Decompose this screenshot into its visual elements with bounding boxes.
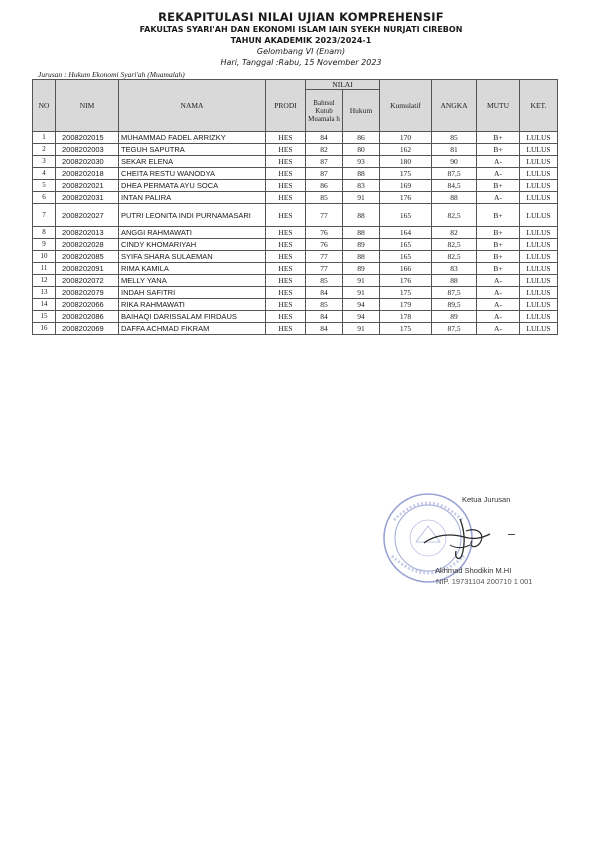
cell-prodi: HES [266,263,306,275]
cell-no: 16 [33,323,56,335]
col-header-hukum: Hukum [343,90,380,132]
table-row [33,168,558,180]
cell-ket: LULUS [520,192,558,204]
cell-kumulatif: 175 [380,168,432,180]
cell-nama: RIMA KAMILA [119,263,266,275]
cell-nama: ANGGI RAHMAWATI [119,227,266,239]
signatory-nip: NIP. 19731104 200710 1 001 [436,577,533,586]
cell-hukum: 91 [343,192,380,204]
cell-ket: LULUS [520,263,558,275]
handwritten-signature [420,515,510,563]
table-row [33,323,558,335]
cell-nim: 2008202003 [56,144,119,156]
cell-hukum: 88 [343,251,380,263]
cell-kumulatif: 176 [380,192,432,204]
cell-mutu: B+ [477,180,520,192]
cell-prodi: HES [266,204,306,227]
cell-mutu: A- [477,311,520,323]
cell-kumulatif: 176 [380,275,432,287]
academic-year-line: TAHUN AKADEMIK 2023/2024-1 [230,36,372,45]
col-header-nilai: NILAI [306,80,380,90]
cell-angka: 89,5 [432,299,477,311]
cell-kumulatif: 165 [380,204,432,227]
col-header-nama: NAMA [119,80,266,132]
cell-nama: MELLY YANA [119,275,266,287]
cell-hukum: 89 [343,239,380,251]
cell-prodi: HES [266,168,306,180]
table-row [33,180,558,192]
cell-ket: LULUS [520,275,558,287]
cell-mutu: A- [477,299,520,311]
table-row [33,227,558,239]
cell-no: 5 [33,180,56,192]
cell-ket: LULUS [520,204,558,227]
cell-hukum: 91 [343,287,380,299]
cell-angka: 81 [432,144,477,156]
cell-angka: 84,5 [432,180,477,192]
grades-table [32,79,558,335]
cell-nama: SYIFA SHARA SULAEMAN [119,251,266,263]
cell-mutu: B+ [477,132,520,144]
cell-nim: 2008202031 [56,192,119,204]
cell-no: 12 [33,275,56,287]
cell-prodi: HES [266,299,306,311]
table-row [33,251,558,263]
cell-prodi: HES [266,156,306,168]
cell-kumulatif: 175 [380,287,432,299]
cell-prodi: HES [266,251,306,263]
cell-bahtsul: 82 [306,144,343,156]
cell-nama: DHEA PERMATA AYU SOCA [119,180,266,192]
cell-kumulatif: 162 [380,144,432,156]
cell-mutu: B+ [477,251,520,263]
cell-mutu: A- [477,275,520,287]
cell-mutu: A- [477,323,520,335]
cell-ket: LULUS [520,227,558,239]
cell-nama: MUHAMMAD FADEL ARRIZKY [119,132,266,144]
cell-nama: RIKA RAHMAWATI [119,299,266,311]
col-header-no: NO [33,80,56,132]
col-header-mutu: MUTU [477,80,520,132]
cell-no: 10 [33,251,56,263]
department-line: Jurusan : Hukum Ekonomi Syari'ah (Muamalah) [38,70,185,79]
cell-kumulatif: 179 [380,299,432,311]
cell-nim: 2008202066 [56,299,119,311]
cell-ket: LULUS [520,311,558,323]
cell-ket: LULUS [520,156,558,168]
cell-ket: LULUS [520,168,558,180]
cell-nim: 2008202091 [56,263,119,275]
table-row [33,192,558,204]
cell-mutu: B+ [477,204,520,227]
cell-bahtsul: 77 [306,251,343,263]
cell-nama: BAIHAQI DARISSALAM FIRDAUS [119,311,266,323]
cell-hukum: 83 [343,180,380,192]
col-header-angka: ANGKA [432,80,477,132]
cell-hukum: 88 [343,204,380,227]
cell-nama: INDAH SAFITRI [119,287,266,299]
cell-bahtsul: 84 [306,287,343,299]
cell-no: 13 [33,287,56,299]
cell-nim: 2008202021 [56,180,119,192]
cell-angka: 82,5 [432,239,477,251]
cell-hukum: 86 [343,132,380,144]
cell-kumulatif: 166 [380,263,432,275]
cell-angka: 87,5 [432,323,477,335]
cell-no: 1 [33,132,56,144]
cell-bahtsul: 87 [306,156,343,168]
cell-ket: LULUS [520,144,558,156]
cell-nama: TEGUH SAPUTRA [119,144,266,156]
table-row [33,156,558,168]
cell-bahtsul: 85 [306,299,343,311]
cell-ket: LULUS [520,180,558,192]
table-row [33,275,558,287]
cell-nama: CHEITA RESTU WANODYA [119,168,266,180]
cell-bahtsul: 77 [306,263,343,275]
signature-dash [508,534,515,535]
cell-kumulatif: 178 [380,311,432,323]
cell-bahtsul: 77 [306,204,343,227]
cell-nama: INTAN PALIRA [119,192,266,204]
cell-bahtsul: 87 [306,168,343,180]
table-row [33,132,558,144]
table-row [33,239,558,251]
cell-mutu: B+ [477,239,520,251]
cell-ket: LULUS [520,299,558,311]
table-row [33,311,558,323]
document-title: REKAPITULASI NILAI UJIAN KOMPREHENSIF [158,10,444,24]
cell-nim: 2008202085 [56,251,119,263]
signatory-name: Akhmad Shodikin M.HI [435,566,512,575]
grades-body [33,132,558,335]
table-row [33,204,558,227]
cell-kumulatif: 165 [380,251,432,263]
cell-bahtsul: 76 [306,227,343,239]
col-header-prodi: PRODI [266,80,306,132]
cell-hukum: 88 [343,227,380,239]
cell-no: 6 [33,192,56,204]
cell-hukum: 91 [343,275,380,287]
cell-no: 4 [33,168,56,180]
cell-mutu: B+ [477,263,520,275]
cell-prodi: HES [266,144,306,156]
cell-angka: 90 [432,156,477,168]
cell-prodi: HES [266,275,306,287]
cell-angka: 82,5 [432,251,477,263]
date-line: Hari, Tanggal :Rabu, 15 November 2023 [220,58,382,67]
cell-hukum: 80 [343,144,380,156]
cell-nim: 2008202018 [56,168,119,180]
cell-angka: 85 [432,132,477,144]
cell-angka: 88 [432,275,477,287]
cell-angka: 87,5 [432,168,477,180]
col-header-bahtsul: Bahtsul Kutub Muamala h [306,90,343,132]
cell-no: 14 [33,299,56,311]
cell-hukum: 94 [343,311,380,323]
cell-bahtsul: 84 [306,311,343,323]
cell-nim: 2008202015 [56,132,119,144]
cell-no: 15 [33,311,56,323]
col-header-ket: KET. [520,80,558,132]
cell-bahtsul: 84 [306,323,343,335]
cell-no: 2 [33,144,56,156]
cell-angka: 83 [432,263,477,275]
cell-nama: PUTRI LEONITA INDI PURNAMASARI [119,204,266,227]
wave-line: Gelombang VI (Enam) [256,47,346,56]
cell-prodi: HES [266,311,306,323]
cell-nim: 2008202013 [56,227,119,239]
cell-mutu: B+ [477,144,520,156]
cell-hukum: 91 [343,323,380,335]
col-header-kumulatif: Kumulatif [380,80,432,132]
cell-nim: 2008202072 [56,275,119,287]
cell-prodi: HES [266,180,306,192]
cell-bahtsul: 84 [306,132,343,144]
cell-prodi: HES [266,323,306,335]
cell-kumulatif: 175 [380,323,432,335]
cell-mutu: A- [477,168,520,180]
cell-prodi: HES [266,287,306,299]
cell-ket: LULUS [520,287,558,299]
cell-angka: 82 [432,227,477,239]
cell-mutu: A- [477,156,520,168]
col-header-nim: NIM [56,80,119,132]
cell-hukum: 93 [343,156,380,168]
cell-no: 9 [33,239,56,251]
cell-nim: 2008202079 [56,287,119,299]
cell-nim: 2008202086 [56,311,119,323]
cell-nama: SEKAR ELENA [119,156,266,168]
cell-no: 8 [33,227,56,239]
cell-nim: 2008202027 [56,204,119,227]
cell-nama: DAFFA ACHMAD FIKRAM [119,323,266,335]
cell-bahtsul: 76 [306,239,343,251]
cell-no: 3 [33,156,56,168]
cell-no: 7 [33,204,56,227]
cell-angka: 89 [432,311,477,323]
cell-mutu: A- [477,192,520,204]
cell-angka: 87,5 [432,287,477,299]
table-row [33,287,558,299]
faculty-line: FAKULTAS SYARI'AH DAN EKONOMI ISLAM IAIN SYEKH NURJATI CIREBON [139,25,463,34]
cell-nim: 2008202030 [56,156,119,168]
cell-angka: 88 [432,192,477,204]
cell-nim: 2008202028 [56,239,119,251]
cell-bahtsul: 86 [306,180,343,192]
table-row [33,299,558,311]
cell-prodi: HES [266,227,306,239]
cell-kumulatif: 169 [380,180,432,192]
cell-mutu: B+ [477,227,520,239]
cell-nim: 2008202069 [56,323,119,335]
cell-ket: LULUS [520,323,558,335]
signatory-role: Ketua Jurusan [462,495,511,504]
cell-ket: LULUS [520,239,558,251]
cell-prodi: HES [266,192,306,204]
cell-hukum: 89 [343,263,380,275]
table-row [33,263,558,275]
cell-bahtsul: 85 [306,192,343,204]
cell-angka: 82,5 [432,204,477,227]
table-row [33,144,558,156]
cell-prodi: HES [266,132,306,144]
cell-bahtsul: 85 [306,275,343,287]
cell-nama: CINDY KHOMARIYAH [119,239,266,251]
cell-mutu: A- [477,287,520,299]
cell-no: 11 [33,263,56,275]
cell-ket: LULUS [520,251,558,263]
cell-kumulatif: 164 [380,227,432,239]
cell-ket: LULUS [520,132,558,144]
cell-hukum: 88 [343,168,380,180]
cell-kumulatif: 170 [380,132,432,144]
cell-kumulatif: 180 [380,156,432,168]
cell-kumulatif: 165 [380,239,432,251]
cell-prodi: HES [266,239,306,251]
cell-hukum: 94 [343,299,380,311]
